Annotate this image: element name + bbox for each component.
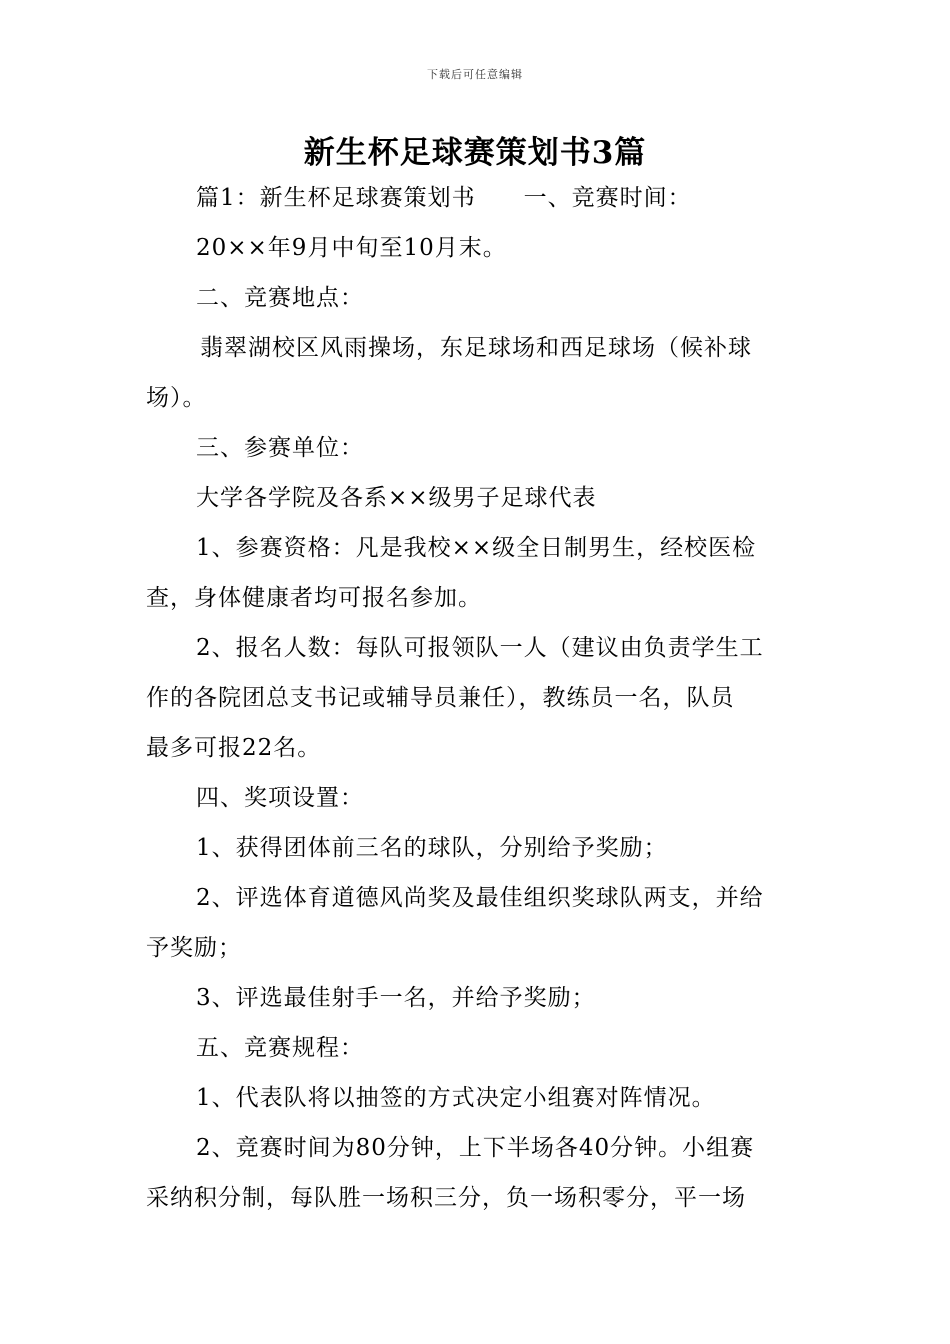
section-heading-awards: 四、奖项设置：	[196, 785, 364, 811]
document-title: 新生杯足球赛策划书3篇	[303, 135, 647, 171]
line-7: 大学各学院及各系××级男子足球代表	[196, 485, 597, 511]
line-21: 采纳积分制，每队胜一场积三分，负一场积零分，平一场	[146, 1185, 746, 1211]
section-heading-units: 三、参赛单位：	[196, 435, 364, 461]
section-heading-rules: 五、竞赛规程：	[196, 1035, 364, 1061]
line-12: 最多可报22名。	[146, 735, 322, 761]
line-11: 作的各院团总支书记或辅导员兼任），教练员一名，队员	[146, 685, 735, 711]
line-17: 3、评选最佳射手一名，并给予奖励；	[196, 985, 596, 1011]
line-19: 1、代表队将以抽签的方式决定小组赛对阵情况。	[196, 1085, 716, 1111]
section-heading-venue: 二、竞赛地点：	[196, 285, 364, 311]
line-8: 1、参赛资格：凡是我校××级全日制男生，经校医检	[196, 535, 757, 561]
line-10: 2、报名人数：每队可报领队一人（建议由负责学生工	[196, 635, 764, 661]
line-20: 2、竞赛时间为80分钟，上下半场各40分钟。小组赛	[196, 1135, 755, 1161]
line-14: 1、获得团体前三名的球队，分别给予奖励；	[196, 835, 668, 861]
line-9: 查，身体健康者均可报名参加。	[146, 585, 482, 611]
line-5: 场）。	[146, 385, 207, 411]
line-15: 2、评选体育道德风尚奖及最佳组织奖球队两支，并给	[196, 885, 764, 911]
line-2: 20××年9月中旬至10月末。	[196, 235, 507, 261]
line-16: 予奖励；	[146, 935, 242, 961]
line-4: 翡翠湖校区风雨操场，东足球场和西足球场（候补球	[200, 335, 752, 361]
line-1: 篇1：新生杯足球赛策划书 一、竞赛时间：	[196, 185, 692, 211]
download-note: 下载后可任意编辑	[427, 68, 523, 81]
